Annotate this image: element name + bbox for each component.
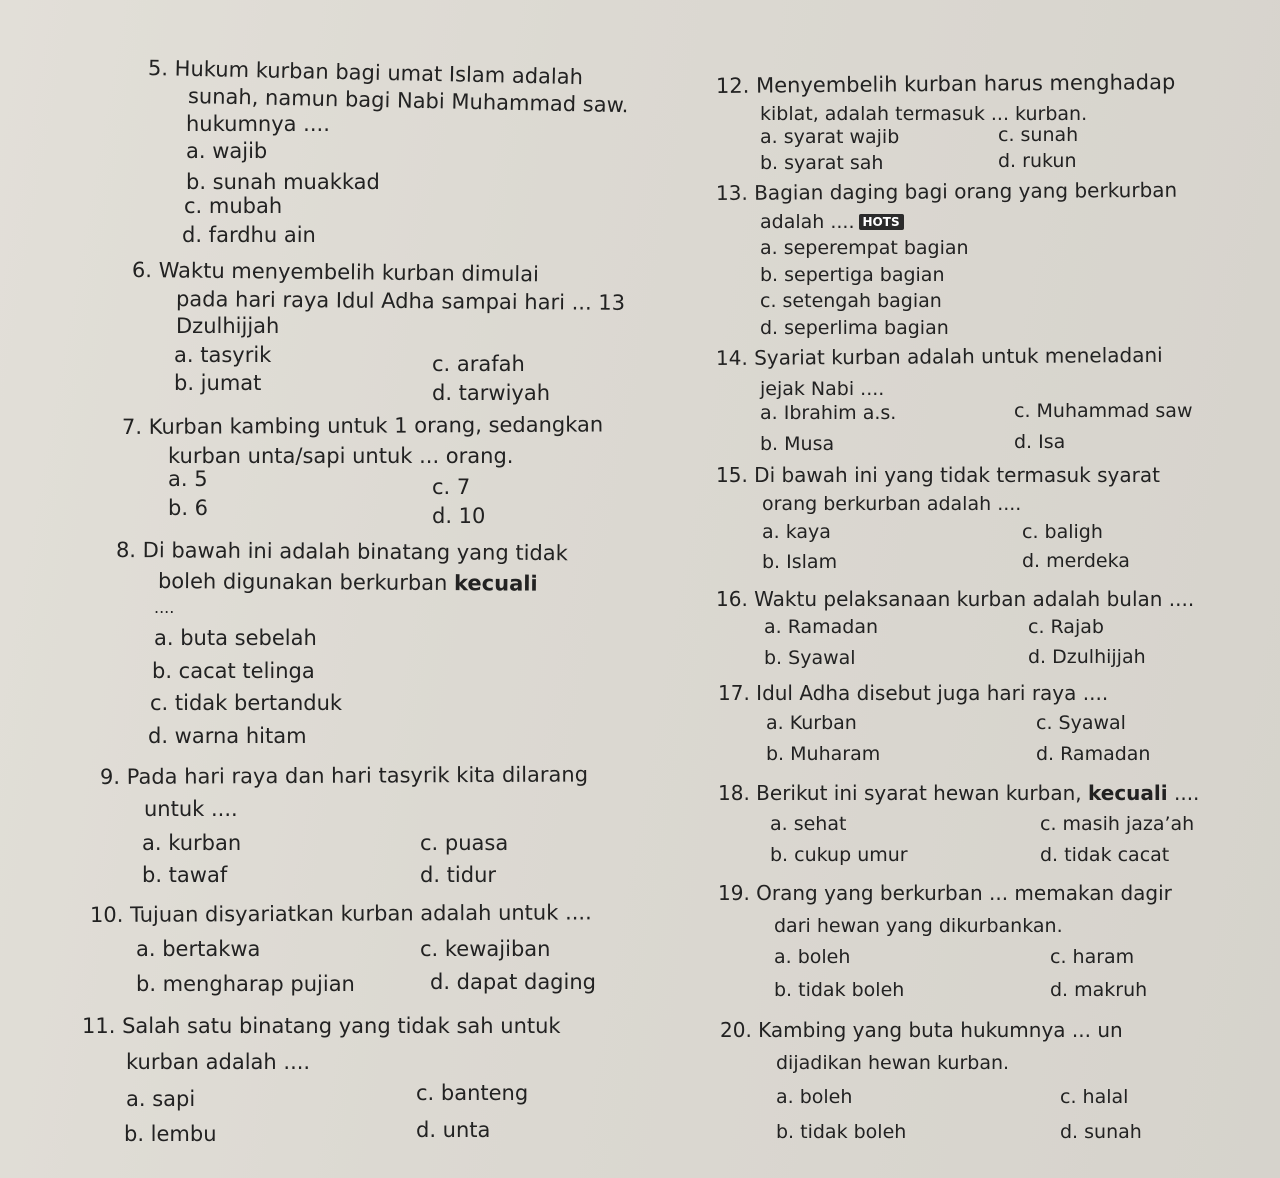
question-20-line-1: 20. Kambing yang buta hukumnya ... un xyxy=(720,1018,1123,1042)
question-6-line-2: pada hari raya Idul Adha sampai hari ... 13 xyxy=(175,287,626,315)
question-6-option-c: c. arafah xyxy=(432,352,525,376)
question-14-option-c: c. Muhammad saw xyxy=(1014,400,1193,422)
question-10-option-c: c. kewajiban xyxy=(420,937,551,961)
question-12-line-2: kiblat, adalah termasuk ... kurban. xyxy=(760,103,1088,125)
question-20-line-2: dijadikan hewan kurban. xyxy=(776,1052,1010,1074)
question-18-option-d: d. tidak cacat xyxy=(1040,844,1170,866)
question-15-line-1: 15. Di bawah ini yang tidak termasuk syarat xyxy=(716,463,1160,487)
question-17-option-d: d. Ramadan xyxy=(1036,743,1151,765)
question-18-line-1-text: 18. Berikut ini syarat hewan kurban, xyxy=(718,781,1088,805)
question-12-option-a: a. syarat wajib xyxy=(760,126,900,148)
question-7-option-b: b. 6 xyxy=(168,496,209,520)
question-6-option-b: b. jumat xyxy=(174,371,262,395)
question-11-line-2: kurban adalah .... xyxy=(126,1050,311,1074)
question-6-option-a: a. tasyrik xyxy=(174,343,272,367)
question-14-line-2: jejak Nabi .... xyxy=(760,378,885,400)
question-7-option-d: d. 10 xyxy=(432,504,486,528)
question-5-option-a: a. wajib xyxy=(186,139,268,163)
question-8-line-2 xyxy=(158,569,538,596)
question-19-option-b: b. tidak boleh xyxy=(774,979,905,1001)
question-15-option-c: c. baligh xyxy=(1022,521,1103,543)
question-9-option-c: c. puasa xyxy=(420,831,509,855)
question-12-line-1: 12. Menyembelih kurban harus menghadap xyxy=(715,69,1176,98)
question-17-option-c: c. Syawal xyxy=(1036,712,1126,734)
question-16-option-c: c. Rajab xyxy=(1028,616,1104,638)
question-18-option-b: b. cukup umur xyxy=(770,844,908,866)
question-15-option-d: d. merdeka xyxy=(1022,550,1130,572)
question-11-option-d: d. unta xyxy=(416,1118,491,1142)
hots-badge: HOTS xyxy=(859,214,904,230)
question-13-option-b: b. sepertiga bagian xyxy=(760,264,945,286)
question-9-option-b: b. tawaf xyxy=(142,863,228,887)
question-19-option-d: d. makruh xyxy=(1050,979,1148,1001)
question-19-line-1: 19. Orang yang berkurban ... memakan dagir xyxy=(718,881,1172,905)
question-16-option-a: a. Ramadan xyxy=(764,616,879,638)
question-9-option-a: a. kurban xyxy=(142,831,242,855)
question-8-keyword-kecuali: kecuali xyxy=(453,571,538,596)
question-7-option-c: c. 7 xyxy=(432,475,471,499)
question-18-keyword-kecuali: kecuali xyxy=(1087,781,1168,805)
question-15-option-b: b. Islam xyxy=(762,551,838,573)
question-11-option-c: c. banteng xyxy=(416,1081,529,1105)
question-20-option-b: b. tidak boleh xyxy=(776,1121,907,1143)
question-14-option-a: a. Ibrahim a.s. xyxy=(760,402,897,424)
question-11-option-a: a. sapi xyxy=(126,1087,196,1111)
question-18-option-a: a. sehat xyxy=(770,813,847,835)
question-13-option-a: a. seperempat bagian xyxy=(760,237,969,259)
question-10-option-a: a. bertakwa xyxy=(136,937,261,961)
question-13-line-2 xyxy=(760,210,904,234)
question-16-option-b: b. Syawal xyxy=(764,647,856,669)
question-18-line-1-tail: .... xyxy=(1167,781,1200,805)
question-7-option-a: a. 5 xyxy=(168,467,208,491)
question-9-line-2: untuk .... xyxy=(144,797,238,821)
question-13-option-c: c. setengah bagian xyxy=(760,290,942,312)
question-10-option-d: d. dapat daging xyxy=(430,970,596,994)
question-14-line-1: 14. Syariat kurban adalah untuk meneladani xyxy=(715,342,1163,370)
question-17-option-b: b. Muharam xyxy=(766,743,881,765)
question-12-option-b: b. syarat sah xyxy=(760,152,884,174)
question-8-line-2-text: boleh digunakan berkurban xyxy=(157,569,455,596)
question-19-option-a: a. boleh xyxy=(774,946,851,968)
question-20-option-c: c. halal xyxy=(1060,1086,1129,1108)
question-12-option-c: c. sunah xyxy=(998,124,1079,146)
question-18-line-1 xyxy=(718,781,1199,805)
question-16-line-1: 16. Waktu pelaksanaan kurban adalah bulan .... xyxy=(716,587,1195,611)
question-18-option-c: c. masih jaza’ah xyxy=(1040,813,1195,835)
question-15-line-2: orang berkurban adalah .... xyxy=(762,493,1022,515)
question-19-line-2: dari hewan yang dikurbankan. xyxy=(774,915,1063,937)
question-19-option-c: c. haram xyxy=(1050,946,1135,968)
question-5-option-c: c. mubah xyxy=(184,194,283,218)
question-10-line-1: 10. Tujuan disyariatkan kurban adalah untuk .... xyxy=(89,900,592,927)
question-9-line-1: 9. Pada hari raya dan hari tasyrik kita dilarang xyxy=(99,762,589,789)
question-13-option-d: d. seperlima bagian xyxy=(760,317,949,339)
question-8-option-c: c. tidak bertanduk xyxy=(150,691,343,715)
question-11-line-1: 11. Salah satu binatang yang tidak sah untuk xyxy=(82,1014,561,1038)
question-8-option-b: b. cacat telinga xyxy=(152,659,315,683)
question-9-option-d: d. tidur xyxy=(420,863,497,887)
question-20-option-a: a. boleh xyxy=(776,1086,853,1108)
question-11-option-b: b. lembu xyxy=(124,1122,217,1146)
question-12-option-d: d. rukun xyxy=(998,150,1077,172)
question-10-option-b: b. mengharap pujian xyxy=(136,972,355,996)
question-7-line-1: 7. Kurban kambing untuk 1 orang, sedangkan xyxy=(121,412,604,439)
question-5-line-2: sunah, namun bagi Nabi Muhammad saw. xyxy=(187,84,629,118)
question-6-line-3: Dzulhijjah xyxy=(176,314,280,338)
question-7-line-2: kurban unta/sapi untuk ... orang. xyxy=(168,444,514,468)
question-6-line-1: 6. Waktu menyembelih kurban dimulai xyxy=(131,258,539,287)
question-13-line-2-text: adalah .... xyxy=(760,211,855,233)
question-5-option-d: d. fardhu ain xyxy=(182,223,316,247)
question-6-option-d: d. tarwiyah xyxy=(432,381,551,405)
question-15-option-a: a. kaya xyxy=(762,521,831,543)
question-14-option-d: d. Isa xyxy=(1014,431,1066,453)
question-16-option-d: d. Dzulhijjah xyxy=(1028,646,1146,668)
question-13-line-1: 13. Bagian daging bagi orang yang berkurban xyxy=(715,177,1178,205)
question-5-line-1: 5. Hukum kurban bagi umat Islam adalah xyxy=(147,56,584,90)
question-5-option-b: b. sunah muakkad xyxy=(186,170,380,194)
question-8-line-1: 8. Di bawah ini adalah binatang yang tidak xyxy=(115,538,568,566)
question-5-line-3: hukumnya .... xyxy=(186,112,330,136)
question-17-option-a: a. Kurban xyxy=(766,712,857,734)
question-8-option-a: a. buta sebelah xyxy=(154,626,317,650)
question-17-line-1: 17. Idul Adha disebut juga hari raya .... xyxy=(718,681,1109,705)
question-8-line-3: .... xyxy=(154,598,175,617)
question-14-option-b: b. Musa xyxy=(760,433,835,455)
question-20-option-d: d. sunah xyxy=(1060,1121,1142,1143)
question-8-option-d: d. warna hitam xyxy=(148,724,307,748)
